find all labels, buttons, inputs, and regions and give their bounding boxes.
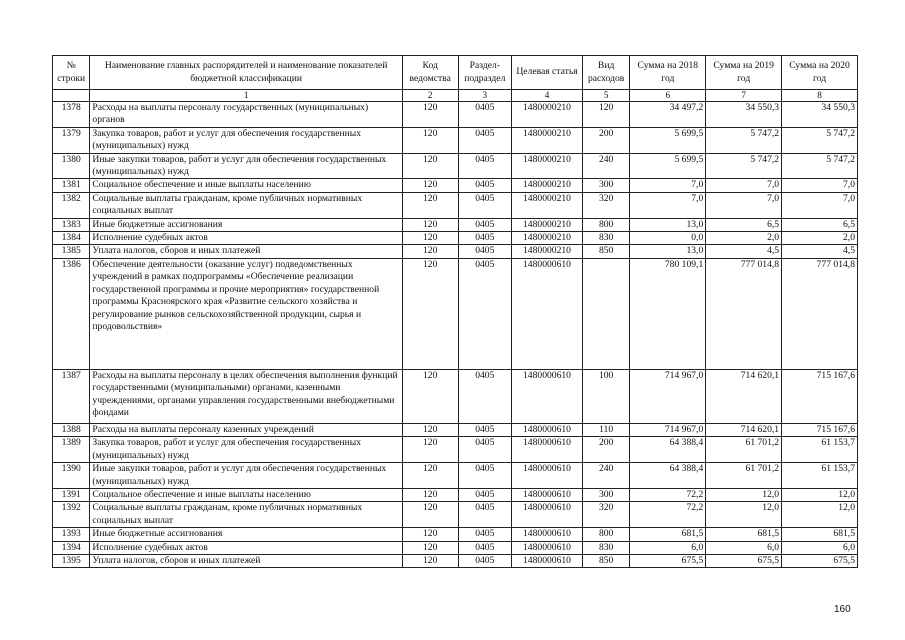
row-sum-2019: 681,5: [706, 528, 782, 541]
row-sum-2019: 5 747,2: [706, 153, 782, 179]
row-name: Закупка товаров, работ и услуг для обеспечения государственных (муниципальных) нужд: [90, 437, 402, 463]
row-sum-2018: 675,5: [630, 554, 706, 567]
column-number: 8: [782, 90, 858, 102]
row-section: 0405: [458, 554, 512, 567]
row-name: Расходы на выплаты персоналу казенных учреждений: [90, 423, 402, 436]
row-number: 1389: [53, 437, 90, 463]
row-sum-2018: 64 388,4: [630, 463, 706, 489]
row-number: 1392: [53, 502, 90, 528]
row-section: 0405: [458, 463, 512, 489]
column-number-row: [53, 90, 858, 102]
row-name: Социальные выплаты гражданам, кроме публичных нормативных социальных выплат: [90, 502, 402, 528]
row-sum-2018: 6,0: [630, 541, 706, 554]
row-number: 1378: [53, 102, 90, 128]
row-number: 1384: [53, 232, 90, 245]
row-dept-code: 120: [402, 554, 458, 567]
row-sum-2020: 34 550,3: [782, 102, 858, 128]
row-dept-code: 120: [402, 245, 458, 258]
row-number: 1383: [53, 218, 90, 231]
row-section: 0405: [458, 423, 512, 436]
table-row: [53, 102, 858, 128]
row-sum-2018: 681,5: [630, 528, 706, 541]
row-dept-code: 120: [402, 232, 458, 245]
row-sum-2018: 34 497,2: [630, 102, 706, 128]
table-row: [53, 245, 858, 258]
row-sum-2020: 777 014,8: [782, 258, 858, 369]
row-section: 0405: [458, 258, 512, 369]
row-dept-code: 120: [402, 502, 458, 528]
row-number: 1381: [53, 179, 90, 192]
row-dept-code: 120: [402, 218, 458, 231]
table-row: [53, 258, 858, 369]
row-expense-type: 830: [582, 232, 630, 245]
row-sum-2019: 2,0: [706, 232, 782, 245]
row-expense-type: 850: [582, 245, 630, 258]
header-sum-2019: Сумма на 2019 год: [706, 56, 782, 90]
row-dept-code: 120: [402, 488, 458, 501]
row-dept-code: 120: [402, 179, 458, 192]
row-number: 1379: [53, 127, 90, 153]
column-number: 6: [630, 90, 706, 102]
row-name: Социальное обеспечение и иные выплаты населению: [90, 179, 402, 192]
row-target-article: 1480000610: [512, 488, 583, 501]
header-sum-2020: Сумма на 2020 год: [782, 56, 858, 90]
row-sum-2019: 6,0: [706, 541, 782, 554]
row-sum-2018: 5 699,5: [630, 153, 706, 179]
row-dept-code: 120: [402, 369, 458, 423]
table-row: [53, 369, 858, 423]
row-section: 0405: [458, 153, 512, 179]
row-section: 0405: [458, 541, 512, 554]
row-sum-2020: 7,0: [782, 192, 858, 218]
row-sum-2020: 715 167,6: [782, 369, 858, 423]
row-section: 0405: [458, 179, 512, 192]
row-expense-type: 240: [582, 153, 630, 179]
row-dept-code: 120: [402, 437, 458, 463]
header-name: Наименование главных распорядителей и наименование показателей бюджетной классификации: [90, 56, 402, 90]
row-sum-2019: 7,0: [706, 192, 782, 218]
column-number: 5: [582, 90, 630, 102]
row-sum-2018: 780 109,1: [630, 258, 706, 369]
row-section: 0405: [458, 232, 512, 245]
row-number: 1393: [53, 528, 90, 541]
row-name: Иные закупки товаров, работ и услуг для обеспечения государственных (муниципальных) нужд: [90, 463, 402, 489]
row-number: 1394: [53, 541, 90, 554]
row-target-article: 1480000610: [512, 502, 583, 528]
row-expense-type: 320: [582, 502, 630, 528]
table-row: [53, 192, 858, 218]
row-sum-2020: 675,5: [782, 554, 858, 567]
row-sum-2020: 12,0: [782, 488, 858, 501]
table-row: [53, 232, 858, 245]
row-target-article: 1480000610: [512, 463, 583, 489]
budget-table: [52, 55, 858, 568]
row-number: 1390: [53, 463, 90, 489]
row-sum-2020: 5 747,2: [782, 127, 858, 153]
row-sum-2019: 777 014,8: [706, 258, 782, 369]
column-number: 7: [706, 90, 782, 102]
table-row: [53, 218, 858, 231]
table-row: [53, 127, 858, 153]
row-target-article: 1480000610: [512, 554, 583, 567]
table-row: [53, 463, 858, 489]
header-section: Раздел-подраздел: [458, 56, 512, 90]
row-dept-code: 120: [402, 102, 458, 128]
row-sum-2019: 714 620,1: [706, 369, 782, 423]
row-sum-2020: 5 747,2: [782, 153, 858, 179]
row-sum-2020: 61 153,7: [782, 437, 858, 463]
row-sum-2019: 4,5: [706, 245, 782, 258]
row-section: 0405: [458, 369, 512, 423]
row-sum-2018: 5 699,5: [630, 127, 706, 153]
row-section: 0405: [458, 102, 512, 128]
row-number: 1387: [53, 369, 90, 423]
row-name: Расходы на выплаты персоналу государственных (муниципальных) органов: [90, 102, 402, 128]
row-sum-2018: 13,0: [630, 218, 706, 231]
row-expense-type: 110: [582, 423, 630, 436]
row-dept-code: 120: [402, 153, 458, 179]
row-target-article: 1480000210: [512, 232, 583, 245]
table-header-row: [53, 56, 858, 90]
table-row: [53, 488, 858, 501]
row-expense-type: [582, 258, 630, 369]
row-sum-2019: 5 747,2: [706, 127, 782, 153]
row-sum-2018: 64 388,4: [630, 437, 706, 463]
row-target-article: 1480000610: [512, 541, 583, 554]
header-dept-code: Код ведомства: [402, 56, 458, 90]
row-expense-type: 800: [582, 218, 630, 231]
row-section: 0405: [458, 192, 512, 218]
row-target-article: 1480000610: [512, 528, 583, 541]
row-section: 0405: [458, 218, 512, 231]
row-dept-code: 120: [402, 258, 458, 369]
row-sum-2020: 681,5: [782, 528, 858, 541]
row-sum-2019: 61 701,2: [706, 463, 782, 489]
row-number: 1388: [53, 423, 90, 436]
row-expense-type: 240: [582, 463, 630, 489]
row-expense-type: 800: [582, 528, 630, 541]
row-sum-2018: 0,0: [630, 232, 706, 245]
row-expense-type: 300: [582, 488, 630, 501]
row-number: 1391: [53, 488, 90, 501]
row-sum-2018: 72,2: [630, 502, 706, 528]
row-sum-2020: 6,5: [782, 218, 858, 231]
row-section: 0405: [458, 528, 512, 541]
column-number: 4: [512, 90, 583, 102]
row-expense-type: 320: [582, 192, 630, 218]
row-target-article: 1480000210: [512, 127, 583, 153]
row-target-article: 1480000210: [512, 245, 583, 258]
row-sum-2019: 12,0: [706, 502, 782, 528]
row-number: 1385: [53, 245, 90, 258]
row-number: 1382: [53, 192, 90, 218]
table-row: [53, 554, 858, 567]
row-section: 0405: [458, 127, 512, 153]
row-target-article: 1480000210: [512, 218, 583, 231]
row-target-article: 1480000210: [512, 153, 583, 179]
row-sum-2018: 7,0: [630, 179, 706, 192]
row-sum-2019: 675,5: [706, 554, 782, 567]
row-section: 0405: [458, 488, 512, 501]
row-target-article: 1480000210: [512, 192, 583, 218]
row-sum-2019: 6,5: [706, 218, 782, 231]
header-target-article: Целевая статья: [512, 56, 583, 90]
row-name: Расходы на выплаты персоналу в целях обеспечения выполнения функций государственными (муниципальными) органами, казенными учреждениями, органами управления государственными внебюджетными фондами: [90, 369, 402, 423]
row-name: Социальное обеспечение и иные выплаты населению: [90, 488, 402, 501]
row-section: 0405: [458, 502, 512, 528]
row-target-article: 1480000210: [512, 179, 583, 192]
row-target-article: 1480000610: [512, 423, 583, 436]
column-number: 3: [458, 90, 512, 102]
row-name: Закупка товаров, работ и услуг для обеспечения государственных (муниципальных) нужд: [90, 127, 402, 153]
row-sum-2018: 13,0: [630, 245, 706, 258]
row-sum-2018: 714 967,0: [630, 369, 706, 423]
column-number: 2: [402, 90, 458, 102]
row-sum-2019: 714 620,1: [706, 423, 782, 436]
page-number: 160: [834, 604, 851, 615]
row-sum-2020: 6,0: [782, 541, 858, 554]
row-dept-code: 120: [402, 528, 458, 541]
row-expense-type: 120: [582, 102, 630, 128]
row-sum-2019: 61 701,2: [706, 437, 782, 463]
row-name: Иные бюджетные ассигнования: [90, 218, 402, 231]
row-dept-code: 120: [402, 192, 458, 218]
table-row: [53, 528, 858, 541]
row-name: Уплата налогов, сборов и иных платежей: [90, 554, 402, 567]
row-sum-2020: 12,0: [782, 502, 858, 528]
row-name: Иные бюджетные ассигнования: [90, 528, 402, 541]
row-name: Исполнение судебных актов: [90, 541, 402, 554]
header-sum-2018: Сумма на 2018 год: [630, 56, 706, 90]
row-sum-2020: 7,0: [782, 179, 858, 192]
header-row-no: № строки: [53, 56, 90, 90]
row-sum-2018: 714 967,0: [630, 423, 706, 436]
column-number: 1: [90, 90, 402, 102]
row-target-article: 1480000210: [512, 102, 583, 128]
row-sum-2018: 7,0: [630, 192, 706, 218]
row-sum-2019: 34 550,3: [706, 102, 782, 128]
row-number: 1386: [53, 258, 90, 369]
table-body: [53, 102, 858, 568]
row-dept-code: 120: [402, 463, 458, 489]
row-sum-2020: 2,0: [782, 232, 858, 245]
row-sum-2020: 715 167,6: [782, 423, 858, 436]
row-target-article: 1480000610: [512, 258, 583, 369]
row-section: 0405: [458, 245, 512, 258]
row-expense-type: 850: [582, 554, 630, 567]
row-target-article: 1480000610: [512, 437, 583, 463]
row-expense-type: 200: [582, 437, 630, 463]
table-row: [53, 502, 858, 528]
header-expense-type: Вид расходов: [582, 56, 630, 90]
row-expense-type: 830: [582, 541, 630, 554]
row-name: Исполнение судебных актов: [90, 232, 402, 245]
row-expense-type: 200: [582, 127, 630, 153]
row-sum-2019: 7,0: [706, 179, 782, 192]
row-target-article: 1480000610: [512, 369, 583, 423]
row-sum-2019: 12,0: [706, 488, 782, 501]
table-row: [53, 153, 858, 179]
row-expense-type: 100: [582, 369, 630, 423]
row-number: 1380: [53, 153, 90, 179]
row-name: Социальные выплаты гражданам, кроме публичных нормативных социальных выплат: [90, 192, 402, 218]
row-dept-code: 120: [402, 541, 458, 554]
row-sum-2020: 61 153,7: [782, 463, 858, 489]
table-row: [53, 423, 858, 436]
row-name: Иные закупки товаров, работ и услуг для обеспечения государственных (муниципальных) нужд: [90, 153, 402, 179]
row-name: Обеспечение деятельности (оказание услуг) подведомственных учреждений в рамках подпрограммы «Обеспечение реализации государственной программы и прочие мероприятия» государственной программы Красноярского края «Развитие сельского хозяйства и регулирование рынков сельскохозяйственной продукции, сырья и продовольствия»: [90, 258, 402, 369]
table-row: [53, 179, 858, 192]
row-dept-code: 120: [402, 423, 458, 436]
table-row: [53, 541, 858, 554]
row-name: Уплата налогов, сборов и иных платежей: [90, 245, 402, 258]
row-section: 0405: [458, 437, 512, 463]
row-number: 1395: [53, 554, 90, 567]
row-sum-2018: 72,2: [630, 488, 706, 501]
row-expense-type: 300: [582, 179, 630, 192]
row-dept-code: 120: [402, 127, 458, 153]
row-sum-2020: 4,5: [782, 245, 858, 258]
table-row: [53, 437, 858, 463]
